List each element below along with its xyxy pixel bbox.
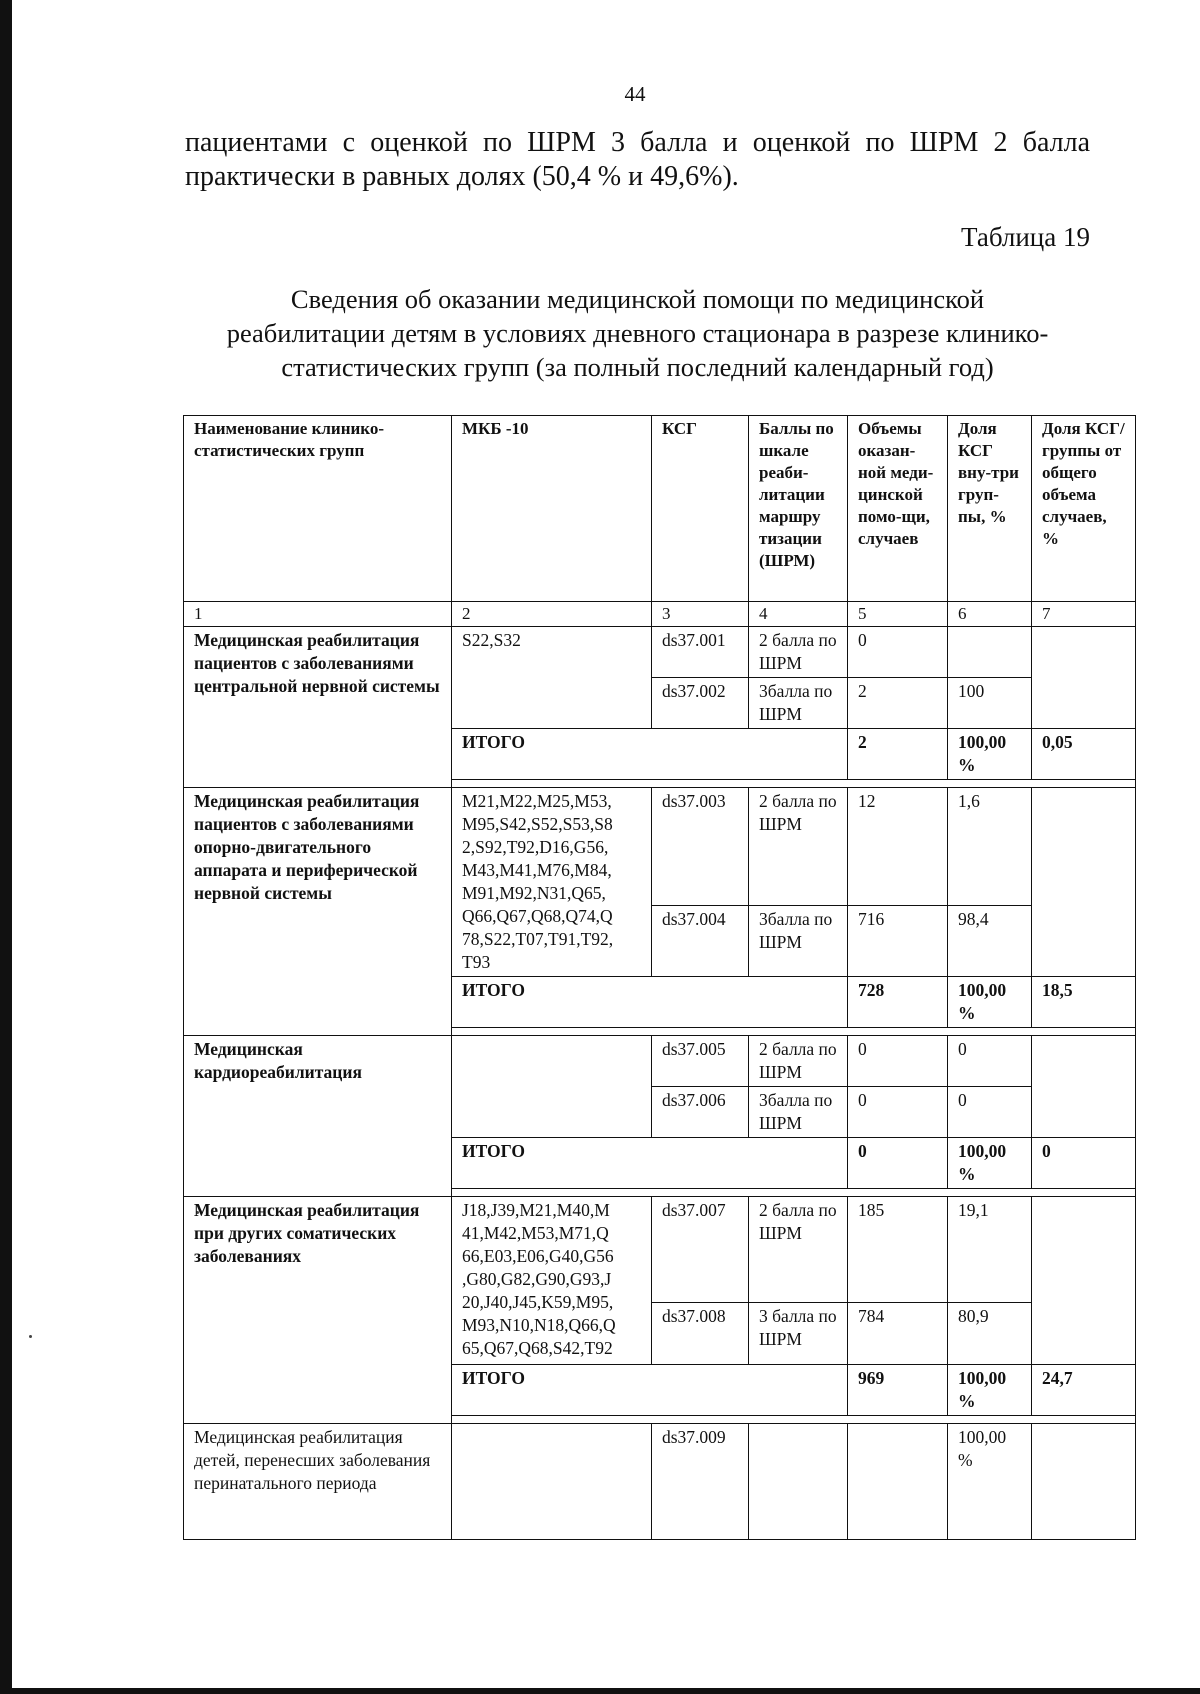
volume-cell: 12 [848, 788, 948, 906]
group-name-cell: Медицинская реабилитация при других соматических заболеваниях [184, 1197, 452, 1424]
ksg-cell: ds37.007 [652, 1197, 749, 1303]
page-number: 44 [624, 82, 646, 106]
group-share-cell [1032, 627, 1136, 729]
mkb-codes-cell [452, 1036, 652, 1138]
column-number: 3 [652, 602, 749, 627]
col-header-group-share: Доля КСГ/ группы от общего объема случаев, % [1032, 416, 1136, 602]
spacer-cell [452, 1028, 1136, 1036]
total-label: ИТОГО [452, 1138, 848, 1189]
total-label: ИТОГО [452, 1365, 848, 1416]
table-title-line: статистических групп (за полный последний календарный год) [281, 352, 994, 382]
ksg-cell: ds37.006 [652, 1087, 749, 1138]
group-name-cell: Медицинская реабилитация пациентов с заболеваниями центральной нервной системы [184, 627, 452, 788]
group-share-cell: 0,05 [1032, 729, 1136, 780]
volume-cell: 784 [848, 1303, 948, 1365]
col-header-mkb: МКБ -10 [452, 416, 652, 602]
table-row [184, 627, 1136, 678]
paragraph-line: практически в равных долях (50,4 % и 49,6%). [185, 161, 739, 192]
shrm-score-cell: 3балла по ШРМ [749, 1087, 848, 1138]
shrm-score-cell: 3 балла по ШРМ [749, 1303, 848, 1365]
column-number: 7 [1032, 602, 1136, 627]
ksg-cell: ds37.008 [652, 1303, 749, 1365]
table-title-line: реабилитации детям в условиях дневного стационара в разрезе клинико- [226, 318, 1049, 348]
ksg-share-cell: 98,4 [948, 906, 1032, 977]
total-share-cell: 100,00 % [948, 1138, 1032, 1189]
group-share-cell: 18,5 [1032, 977, 1136, 1028]
mkb-codes-cell [452, 1424, 652, 1540]
total-share-cell: 100,00 % [948, 1365, 1032, 1416]
mkb-codes-cell: S22,S32 [452, 627, 652, 729]
col-header-shrm-score: Баллы по шкале реаби-литации маршру тизации (ШРМ) [749, 416, 848, 602]
col-header-ksg: КСГ [652, 416, 749, 602]
volume-cell: 0 [848, 627, 948, 678]
table-label: Таблица 19 [961, 222, 1090, 252]
volume-cell: 0 [848, 1036, 948, 1087]
total-share-cell: 100,00 % [948, 729, 1032, 780]
column-number: 2 [452, 602, 652, 627]
shrm-score-cell: 2 балла по ШРМ [749, 788, 848, 906]
ksg-share-cell [948, 627, 1032, 678]
header-row [184, 416, 1136, 602]
table-title-line: Сведения об оказании медицинской помощи по медицинской [290, 284, 985, 314]
col-header-volume: Объемы оказан-ной меди-цинской помо-щи, случаев [848, 416, 948, 602]
group-share-cell [1032, 1424, 1136, 1540]
col-header-group-name: Наименование клинико-статистических групп [184, 416, 452, 602]
group-name-cell: Медицинская реабилитация пациентов с заболеваниями опорно-двигательного аппарата и периферической нервной системы [184, 788, 452, 1036]
total-share-cell: 100,00 % [948, 977, 1032, 1028]
paragraph-line: пациентами с оценкой по ШРМ 3 балла и оценкой по ШРМ 2 балла [185, 127, 1090, 158]
group-share-cell: 0 [1032, 1138, 1136, 1189]
total-volume-cell: 728 [848, 977, 948, 1028]
group-name-cell: Медицинская кардиореабилитация [184, 1036, 452, 1197]
shrm-score-cell: 3балла по ШРМ [749, 906, 848, 977]
data-table [183, 415, 1136, 1540]
ksg-share-cell: 100 [948, 678, 1032, 729]
mkb-codes-cell: J18,J39,M21,M40,M 41,M42,M53,M71,Q 66,E03,E06,G40,G56 ,G80,G82,G90,G93,J 20,J40,J45,K59,M95, M93,N10,N18,Q66,Q 65,Q67,Q68,S42,T92 [452, 1197, 652, 1365]
shrm-score-cell: 2 балла по ШРМ [749, 1036, 848, 1087]
table-row [184, 1197, 1136, 1303]
spacer-cell [452, 1189, 1136, 1197]
column-number: 4 [749, 602, 848, 627]
group-share-cell [1032, 1197, 1136, 1365]
volume-cell: 716 [848, 906, 948, 977]
ksg-cell: ds37.001 [652, 627, 749, 678]
total-label: ИТОГО [452, 729, 848, 780]
scan-left-edge [0, 0, 12, 1694]
total-volume-cell: 2 [848, 729, 948, 780]
ksg-share-cell: 0 [948, 1036, 1032, 1087]
ksg-share-cell: 0 [948, 1087, 1032, 1138]
table-row [184, 1424, 1136, 1540]
shrm-score-cell [749, 1424, 848, 1540]
ksg-share-cell: 80,9 [948, 1303, 1032, 1365]
col-header-ksg-share: Доля КСГ вну-три груп-пы, % [948, 416, 1032, 602]
total-label: ИТОГО [452, 977, 848, 1028]
volume-cell: 2 [848, 678, 948, 729]
shrm-score-cell: 2 балла по ШРМ [749, 627, 848, 678]
group-share-cell [1032, 1036, 1136, 1138]
stray-mark [29, 1335, 32, 1338]
ksg-cell: ds37.005 [652, 1036, 749, 1087]
total-volume-cell: 0 [848, 1138, 948, 1189]
volume-cell [848, 1424, 948, 1540]
ksg-share-cell: 100,00 % [948, 1424, 1032, 1540]
shrm-score-cell: 2 балла по ШРМ [749, 1197, 848, 1303]
mkb-codes-cell: M21,M22,M25,M53, M95,S42,S52,S53,S8 2,S92,T92,D16,G56, M43,M41,M76,M84, M91,M92,N31,Q65, Q66,Q67,Q68,Q74,Q 78,S22,T07,T91,T92, T93 [452, 788, 652, 977]
column-number: 5 [848, 602, 948, 627]
table-row [184, 1036, 1136, 1087]
column-number: 1 [184, 602, 452, 627]
group-share-cell: 24,7 [1032, 1365, 1136, 1416]
column-number-row [184, 602, 1136, 627]
group-share-cell [1032, 788, 1136, 977]
ksg-cell: ds37.003 [652, 788, 749, 906]
ksg-cell: ds37.004 [652, 906, 749, 977]
group-name-cell: Медицинская реабилитация детей, перенесших заболевания перинатального периода [184, 1424, 452, 1540]
volume-cell: 185 [848, 1197, 948, 1303]
total-volume-cell: 969 [848, 1365, 948, 1416]
spacer-cell [452, 780, 1136, 788]
ksg-share-cell: 1,6 [948, 788, 1032, 906]
column-number: 6 [948, 602, 1032, 627]
volume-cell: 0 [848, 1087, 948, 1138]
shrm-score-cell: 3балла по ШРМ [749, 678, 848, 729]
ksg-share-cell: 19,1 [948, 1197, 1032, 1303]
spacer-cell [452, 1416, 1136, 1424]
ksg-cell: ds37.009 [652, 1424, 749, 1540]
scan-bottom-edge [0, 1688, 1200, 1694]
table-row [184, 788, 1136, 906]
table-title [185, 282, 1090, 384]
ksg-cell: ds37.002 [652, 678, 749, 729]
body-paragraph [185, 126, 1090, 194]
